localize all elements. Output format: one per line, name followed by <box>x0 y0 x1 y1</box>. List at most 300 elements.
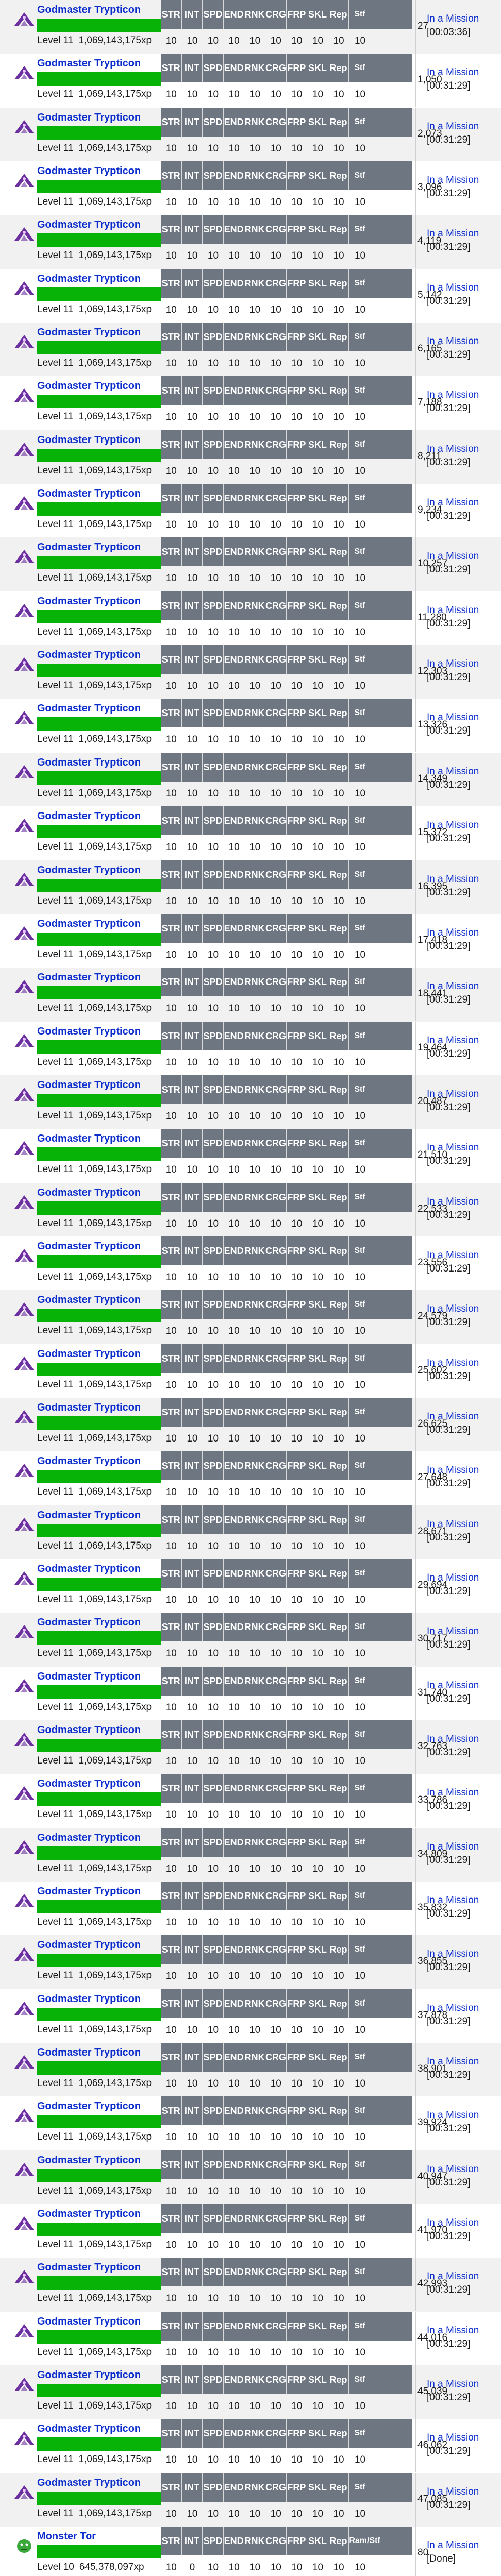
stat-header: END <box>224 1774 245 1803</box>
stat-header: RNK <box>244 1667 265 1696</box>
stat-value-row <box>161 1158 412 1182</box>
mission-status-link[interactable]: In a Mission <box>427 1303 479 1315</box>
monster-row[interactable] <box>0 1613 501 1666</box>
stat-header: END <box>224 215 245 244</box>
monster-name[interactable]: Godmaster Trypticon <box>37 2100 141 2112</box>
stat-header: END <box>224 1129 245 1158</box>
monster-row[interactable] <box>0 215 501 268</box>
mission-status-link[interactable]: In a Mission <box>427 2217 479 2229</box>
stat-value: 10 <box>312 626 324 638</box>
mission-timer: [00:31:29] <box>427 2392 471 2403</box>
stat-header: Rep <box>328 2473 349 2502</box>
stat-header: Rep <box>328 2204 349 2233</box>
mission-status-link[interactable]: In a Mission <box>427 981 479 992</box>
monster-row[interactable] <box>0 1559 501 1613</box>
stat-header: STR <box>161 2258 182 2286</box>
monster-level: Level 11 <box>37 895 74 906</box>
stat-header: INT <box>182 2419 203 2448</box>
monster-info <box>0 1613 161 1666</box>
monster-row[interactable] <box>0 376 501 430</box>
stat-value: 10 <box>312 1487 324 1498</box>
monster-name[interactable]: Godmaster Trypticon <box>37 2369 141 2381</box>
monster-name[interactable]: Godmaster Trypticon <box>37 1133 141 1145</box>
mission-status-link[interactable]: In a Mission <box>427 2325 479 2336</box>
stat-value: 10 <box>333 2240 344 2251</box>
stat-value: 10 <box>165 895 177 907</box>
tripod-monster-icon <box>13 763 35 781</box>
stat-value: 10 <box>354 2132 366 2143</box>
mission-status-link[interactable]: In a Mission <box>427 2379 479 2390</box>
monster-row[interactable] <box>0 2473 501 2527</box>
mission-status-link[interactable]: In a Mission <box>427 1895 479 1906</box>
mission-status-link[interactable]: In a Mission <box>427 1465 479 1476</box>
monster-name[interactable]: Godmaster Trypticon <box>37 1563 141 1574</box>
mission-status-link[interactable]: In a Mission <box>427 1680 479 1691</box>
stat-value: 10 <box>187 1326 198 1337</box>
monster-name[interactable]: Godmaster Trypticon <box>37 1939 141 1951</box>
stat-header: Stf <box>349 860 371 889</box>
monster-name[interactable]: Godmaster Trypticon <box>37 1187 141 1198</box>
monster-row[interactable] <box>0 2258 501 2311</box>
monster-name[interactable]: Godmaster Trypticon <box>37 1509 141 1521</box>
monster-row[interactable] <box>0 0 501 54</box>
monster-name[interactable]: Godmaster Trypticon <box>37 2315 141 2327</box>
health-bar-fill <box>37 287 161 301</box>
mission-timer: [00:31:29] <box>427 349 471 361</box>
stat-header-row <box>161 591 412 620</box>
level-xp <box>37 89 152 100</box>
stat-header: END <box>224 2419 245 2448</box>
mission-status-link[interactable]: In a Mission <box>427 1142 479 1154</box>
mission-status-link[interactable]: In a Mission <box>427 13 479 24</box>
stat-header: STR <box>161 1667 182 1696</box>
monster-name[interactable]: Godmaster Trypticon <box>37 595 141 607</box>
stat-header: SKL <box>307 1505 328 1534</box>
stat-value: 10 <box>312 89 324 100</box>
stat-value: 10 <box>207 2562 219 2573</box>
stat-header: INT <box>182 215 203 244</box>
mission-status-link[interactable]: In a Mission <box>427 2432 479 2444</box>
mission-status-link[interactable]: In a Mission <box>427 712 479 723</box>
monster-name[interactable]: Godmaster Trypticon <box>37 2208 141 2220</box>
stat-header: SKL <box>307 1559 328 1588</box>
stat-header: INT <box>182 161 203 190</box>
mission-status-link[interactable]: In a Mission <box>427 121 479 132</box>
stat-value: 10 <box>291 1164 303 1176</box>
mission-status-link[interactable]: In a Mission <box>427 766 479 777</box>
stat-header: FRP <box>287 1667 308 1696</box>
stat-header-row <box>161 1398 412 1427</box>
monster-level: Level 11 <box>37 1486 74 1498</box>
mission-status-link[interactable]: In a Mission <box>427 604 479 616</box>
mission-status-link[interactable]: In a Mission <box>427 1841 479 1852</box>
monster-name[interactable]: Godmaster Trypticon <box>37 2262 141 2274</box>
stat-value: 10 <box>354 1917 366 1928</box>
monster-row[interactable] <box>0 645 501 699</box>
mission-timer: [00:31:29] <box>427 1639 471 1651</box>
monster-name[interactable]: Godmaster Trypticon <box>37 541 141 553</box>
stat-value: 10 <box>312 1003 324 1014</box>
monster-row[interactable] <box>0 1505 501 1559</box>
stat-value: 10 <box>333 465 344 477</box>
monster-row[interactable] <box>0 2419 501 2472</box>
monster-name[interactable]: Godmaster Trypticon <box>37 1886 141 1897</box>
stat-value: 10 <box>354 842 366 853</box>
monster-name[interactable]: Godmaster Trypticon <box>37 273 141 284</box>
monster-name[interactable]: Godmaster Trypticon <box>37 2047 141 2059</box>
mission-status-link[interactable]: In a Mission <box>427 1572 479 1583</box>
mission-status-link[interactable]: In a Mission <box>427 1035 479 1046</box>
monster-name[interactable]: Godmaster Trypticon <box>37 1617 141 1629</box>
stat-value: 10 <box>270 250 281 262</box>
mission-status <box>427 1357 501 1383</box>
monster-row[interactable] <box>0 1290 501 1344</box>
monster-name[interactable]: Godmaster Trypticon <box>37 380 141 392</box>
stat-value: 10 <box>207 1594 219 1605</box>
monster-name[interactable]: Godmaster Trypticon <box>37 165 141 177</box>
stat-value: 10 <box>249 412 261 423</box>
monster-row[interactable] <box>0 1236 501 1290</box>
tripod-monster-icon <box>13 2161 35 2178</box>
mission-status-link[interactable]: In a Mission <box>427 2056 479 2067</box>
stat-value-row <box>161 513 412 537</box>
stat-header-row <box>161 2473 412 2502</box>
stat-value: 10 <box>187 1756 198 1767</box>
monster-row[interactable] <box>0 1398 501 1451</box>
stat-value: 10 <box>291 734 303 745</box>
stat-value: 10 <box>270 681 281 692</box>
stat-header-row <box>161 1290 412 1319</box>
mission-status <box>427 2485 501 2512</box>
mission-status-link[interactable]: In a Mission <box>427 551 479 562</box>
stat-value: 10 <box>312 573 324 584</box>
mission-status-link[interactable]: In a Mission <box>427 1357 479 1368</box>
mission-timer: [00:31:29] <box>427 1424 471 1435</box>
stat-header: Rep <box>328 1989 349 2018</box>
count-value: 33,786 <box>417 1794 448 1806</box>
stat-header: Stf <box>349 54 371 82</box>
stat-header: SKL <box>307 1882 328 1910</box>
divider <box>415 430 416 484</box>
mission-status-link[interactable]: In a Mission <box>427 820 479 831</box>
mission-status-link[interactable]: In a Mission <box>427 1518 479 1530</box>
monster-row[interactable] <box>0 591 501 645</box>
health-bar <box>37 1631 161 1645</box>
mission-status-link[interactable]: In a Mission <box>427 2486 479 2497</box>
monster-name[interactable]: Godmaster Trypticon <box>37 58 141 70</box>
stat-table <box>161 806 412 860</box>
mission-status-link[interactable]: In a Mission <box>427 2540 479 2551</box>
stat-value: 10 <box>207 573 219 584</box>
stat-header: STR <box>161 2096 182 2125</box>
stat-header: SKL <box>307 108 328 137</box>
mission-status-link[interactable]: In a Mission <box>427 1626 479 1637</box>
monster-row[interactable] <box>0 860 501 914</box>
stat-header: INT <box>182 1720 203 1749</box>
stat-value: 10 <box>165 949 177 960</box>
mission-status-link[interactable]: In a Mission <box>427 1088 479 1099</box>
monster-name[interactable]: Godmaster Trypticon <box>37 2423 141 2435</box>
monster-level: Level 11 <box>37 465 74 476</box>
monster-name[interactable]: Godmaster Trypticon <box>37 4 141 15</box>
stat-value: 10 <box>187 2401 198 2412</box>
stat-header: SPD <box>203 2365 224 2394</box>
mission-status-link[interactable]: In a Mission <box>427 1249 479 1261</box>
stat-value: 10 <box>270 358 281 369</box>
stat-header-row <box>161 2365 412 2394</box>
tripod-monster-icon <box>13 1354 35 1372</box>
mission-status-link[interactable]: In a Mission <box>427 2110 479 2121</box>
stat-value: 10 <box>165 250 177 262</box>
stat-value: 10 <box>228 2132 240 2143</box>
monster-name[interactable]: Godmaster Trypticon <box>37 1348 141 1360</box>
stat-value: 10 <box>354 1809 366 1821</box>
stat-header: INT <box>182 591 203 620</box>
stat-header: FRP <box>287 1290 308 1319</box>
monster-row[interactable] <box>0 2527 501 2576</box>
stat-header: INT <box>182 108 203 137</box>
stat-header: SKL <box>307 914 328 943</box>
monster-info <box>0 376 161 430</box>
stat-header: Rep <box>328 1398 349 1427</box>
stat-header: INT <box>182 1290 203 1319</box>
monster-row[interactable] <box>0 968 501 1021</box>
monster-name[interactable]: Godmaster Trypticon <box>37 972 141 984</box>
monster-row[interactable] <box>0 1828 501 1882</box>
stat-header: INT <box>182 699 203 727</box>
monster-name[interactable]: Godmaster Trypticon <box>37 488 141 500</box>
stat-header: Stf <box>349 1613 371 1641</box>
stat-value: 10 <box>207 250 219 262</box>
mission-status-link[interactable]: In a Mission <box>427 873 479 885</box>
stat-value: 10 <box>291 1110 303 1122</box>
monster-level: Level 11 <box>37 680 74 691</box>
stat-value: 10 <box>249 949 261 960</box>
mission-status-link[interactable]: In a Mission <box>427 336 479 347</box>
stat-value: 10 <box>228 2078 240 2090</box>
monster-row[interactable] <box>0 1344 501 1398</box>
monster-name[interactable]: Godmaster Trypticon <box>37 810 141 822</box>
monster-name[interactable]: Godmaster Trypticon <box>37 1401 141 1413</box>
mission-status-link[interactable]: In a Mission <box>427 389 479 401</box>
monster-name[interactable]: Godmaster Trypticon <box>37 327 141 338</box>
mission-timer: [00:31:29] <box>427 80 471 92</box>
mission-status-link[interactable]: In a Mission <box>427 2271 479 2282</box>
health-bar <box>37 825 161 838</box>
monster-row[interactable] <box>0 1882 501 1935</box>
stat-value: 10 <box>354 2454 366 2466</box>
level-xp <box>37 572 152 584</box>
monster-name[interactable]: Godmaster Trypticon <box>37 1778 141 1790</box>
monster-row[interactable] <box>0 753 501 806</box>
monster-row[interactable] <box>0 2043 501 2096</box>
mission-status-link[interactable]: In a Mission <box>427 282 479 293</box>
monster-row[interactable] <box>0 1129 501 1182</box>
stat-header-row <box>161 806 412 835</box>
stat-header-row <box>161 161 412 190</box>
monster-row[interactable] <box>0 1935 501 1989</box>
stat-header: Rep <box>328 430 349 459</box>
stat-header-row <box>161 1344 412 1373</box>
stat-header: STR <box>161 2312 182 2341</box>
monster-name[interactable]: Godmaster Trypticon <box>37 1993 141 2005</box>
stat-table <box>161 1559 412 1613</box>
health-bar-fill <box>37 2545 161 2558</box>
stat-header: END <box>224 0 245 29</box>
monster-row[interactable] <box>0 54 501 107</box>
monster-row[interactable] <box>0 108 501 161</box>
monster-name[interactable]: Godmaster Trypticon <box>37 1455 141 1467</box>
stat-value: 10 <box>312 1272 324 1283</box>
stat-value: 10 <box>354 2401 366 2412</box>
monster-row[interactable] <box>0 1989 501 2043</box>
stat-header: SPD <box>203 699 224 727</box>
mission-status-link[interactable]: In a Mission <box>427 175 479 186</box>
stat-value: 10 <box>249 1003 261 1014</box>
stat-header: FRP <box>287 269 308 298</box>
monster-name[interactable]: Godmaster Trypticon <box>37 219 141 231</box>
monster-row[interactable] <box>0 1451 501 1505</box>
monster-name[interactable]: Godmaster Trypticon <box>37 1294 141 1306</box>
stat-header: SKL <box>307 1183 328 1212</box>
monster-name[interactable]: Godmaster Trypticon <box>37 864 141 876</box>
monster-row[interactable] <box>0 914 501 968</box>
mission-status <box>427 1786 501 1813</box>
mission-status <box>427 1410 501 1437</box>
monster-name[interactable]: Godmaster Trypticon <box>37 1079 141 1091</box>
monster-row[interactable] <box>0 699 501 752</box>
monster-row[interactable] <box>0 1720 501 1774</box>
mission-status-link[interactable]: In a Mission <box>427 1734 479 1744</box>
stat-header: Stf <box>349 1398 371 1427</box>
tripod-monster-icon <box>13 1784 35 1802</box>
mission-status <box>427 1195 501 1222</box>
stat-value: 10 <box>207 2401 219 2412</box>
monster-name[interactable]: Godmaster Trypticon <box>37 2477 141 2488</box>
stat-value: 10 <box>333 2401 344 2412</box>
mission-status-link[interactable]: In a Mission <box>427 228 479 240</box>
level-xp <box>37 1433 152 1444</box>
monster-row[interactable] <box>0 1667 501 1720</box>
monster-name[interactable]: Godmaster Trypticon <box>37 111 141 123</box>
stat-value: 10 <box>333 1971 344 1982</box>
stat-value: 10 <box>207 197 219 208</box>
monster-row[interactable] <box>0 537 501 591</box>
monster-row[interactable] <box>0 806 501 860</box>
stat-header: FRP <box>287 161 308 190</box>
stat-header: CRG <box>265 1720 287 1749</box>
mission-status-link[interactable]: In a Mission <box>427 927 479 938</box>
stat-header: INT <box>182 914 203 943</box>
monster-row[interactable] <box>0 2204 501 2258</box>
mission-status-link[interactable]: In a Mission <box>427 2163 479 2175</box>
stat-value: 10 <box>187 2508 198 2519</box>
stat-header: FRP <box>287 753 308 782</box>
monster-name[interactable]: Godmaster Trypticon <box>37 703 141 715</box>
stat-header: SPD <box>203 2527 224 2555</box>
stat-header: INT <box>182 1236 203 1265</box>
monster-name[interactable]: Monster Tor <box>37 2531 96 2543</box>
stat-value: 10 <box>207 2185 219 2197</box>
stat-header: INT <box>182 0 203 29</box>
mission-status-link[interactable]: In a Mission <box>427 2002 479 2013</box>
monster-name[interactable]: Godmaster Trypticon <box>37 649 141 661</box>
divider <box>415 2365 416 2419</box>
monster-row[interactable] <box>0 1022 501 1075</box>
monster-name[interactable]: Godmaster Trypticon <box>37 1025 141 1037</box>
stat-header: SPD <box>203 2258 224 2286</box>
tripod-monster-icon <box>13 1032 35 1049</box>
mission-status-link[interactable]: In a Mission <box>427 1787 479 1799</box>
monster-row[interactable] <box>0 2365 501 2419</box>
stat-header: STR <box>161 2419 182 2448</box>
monster-row[interactable] <box>0 323 501 376</box>
monster-row[interactable] <box>0 2312 501 2365</box>
stat-header: STR <box>161 269 182 298</box>
mission-status-link[interactable]: In a Mission <box>427 443 479 454</box>
monster-name[interactable]: Godmaster Trypticon <box>37 918 141 929</box>
mission-status-link[interactable]: In a Mission <box>427 1948 479 1960</box>
mission-status-link[interactable]: In a Mission <box>427 497 479 509</box>
mission-status <box>427 873 501 900</box>
health-bar <box>37 1201 161 1215</box>
stat-header: FRP <box>287 1720 308 1749</box>
monster-name[interactable]: Godmaster Trypticon <box>37 1670 141 1682</box>
stat-header: Stf <box>349 1828 371 1857</box>
monster-name[interactable]: Godmaster Trypticon <box>37 434 141 446</box>
monster-name[interactable]: Godmaster Trypticon <box>37 1240 141 1252</box>
stat-value: 10 <box>291 949 303 960</box>
monster-name[interactable]: Godmaster Trypticon <box>37 2154 141 2166</box>
stat-value: 10 <box>249 681 261 692</box>
monster-row[interactable] <box>0 2096 501 2150</box>
tripod-monster-icon <box>13 1139 35 1157</box>
mission-status-link[interactable]: In a Mission <box>427 1196 479 1207</box>
mission-status-link[interactable]: In a Mission <box>427 658 479 670</box>
monster-name[interactable]: Godmaster Trypticon <box>37 756 141 768</box>
stat-header: Stf <box>349 1505 371 1534</box>
monster-row[interactable] <box>0 161 501 215</box>
stat-header: CRG <box>265 376 287 405</box>
stat-value: 10 <box>249 89 261 100</box>
monster-row[interactable] <box>0 1075 501 1129</box>
mission-timer: [00:31:29] <box>427 403 471 414</box>
stat-value: 10 <box>187 1809 198 1821</box>
stat-header: SPD <box>203 1236 224 1265</box>
stat-value: 10 <box>187 519 198 531</box>
monster-row[interactable] <box>0 2150 501 2204</box>
monster-name[interactable]: Godmaster Trypticon <box>37 1832 141 1843</box>
monster-name[interactable]: Godmaster Trypticon <box>37 1724 141 1736</box>
mission-status-link[interactable]: In a Mission <box>427 1411 479 1422</box>
stat-header-row <box>161 2096 412 2125</box>
mission-status-link[interactable]: In a Mission <box>427 67 479 78</box>
level-xp <box>37 1272 152 1283</box>
monster-row[interactable] <box>0 1183 501 1236</box>
monster-level: Level 11 <box>37 2024 74 2035</box>
monster-row[interactable] <box>0 269 501 323</box>
monster-row[interactable] <box>0 1774 501 1827</box>
monster-row[interactable] <box>0 430 501 484</box>
stat-value: 10 <box>354 1057 366 1068</box>
stat-header: INT <box>182 1559 203 1588</box>
stat-value: 10 <box>228 734 240 745</box>
tripod-monster-icon <box>13 817 35 834</box>
monster-row[interactable] <box>0 484 501 537</box>
stat-header: STR <box>161 1183 182 1212</box>
stat-header-row <box>161 1451 412 1480</box>
stat-value: 10 <box>291 2454 303 2466</box>
